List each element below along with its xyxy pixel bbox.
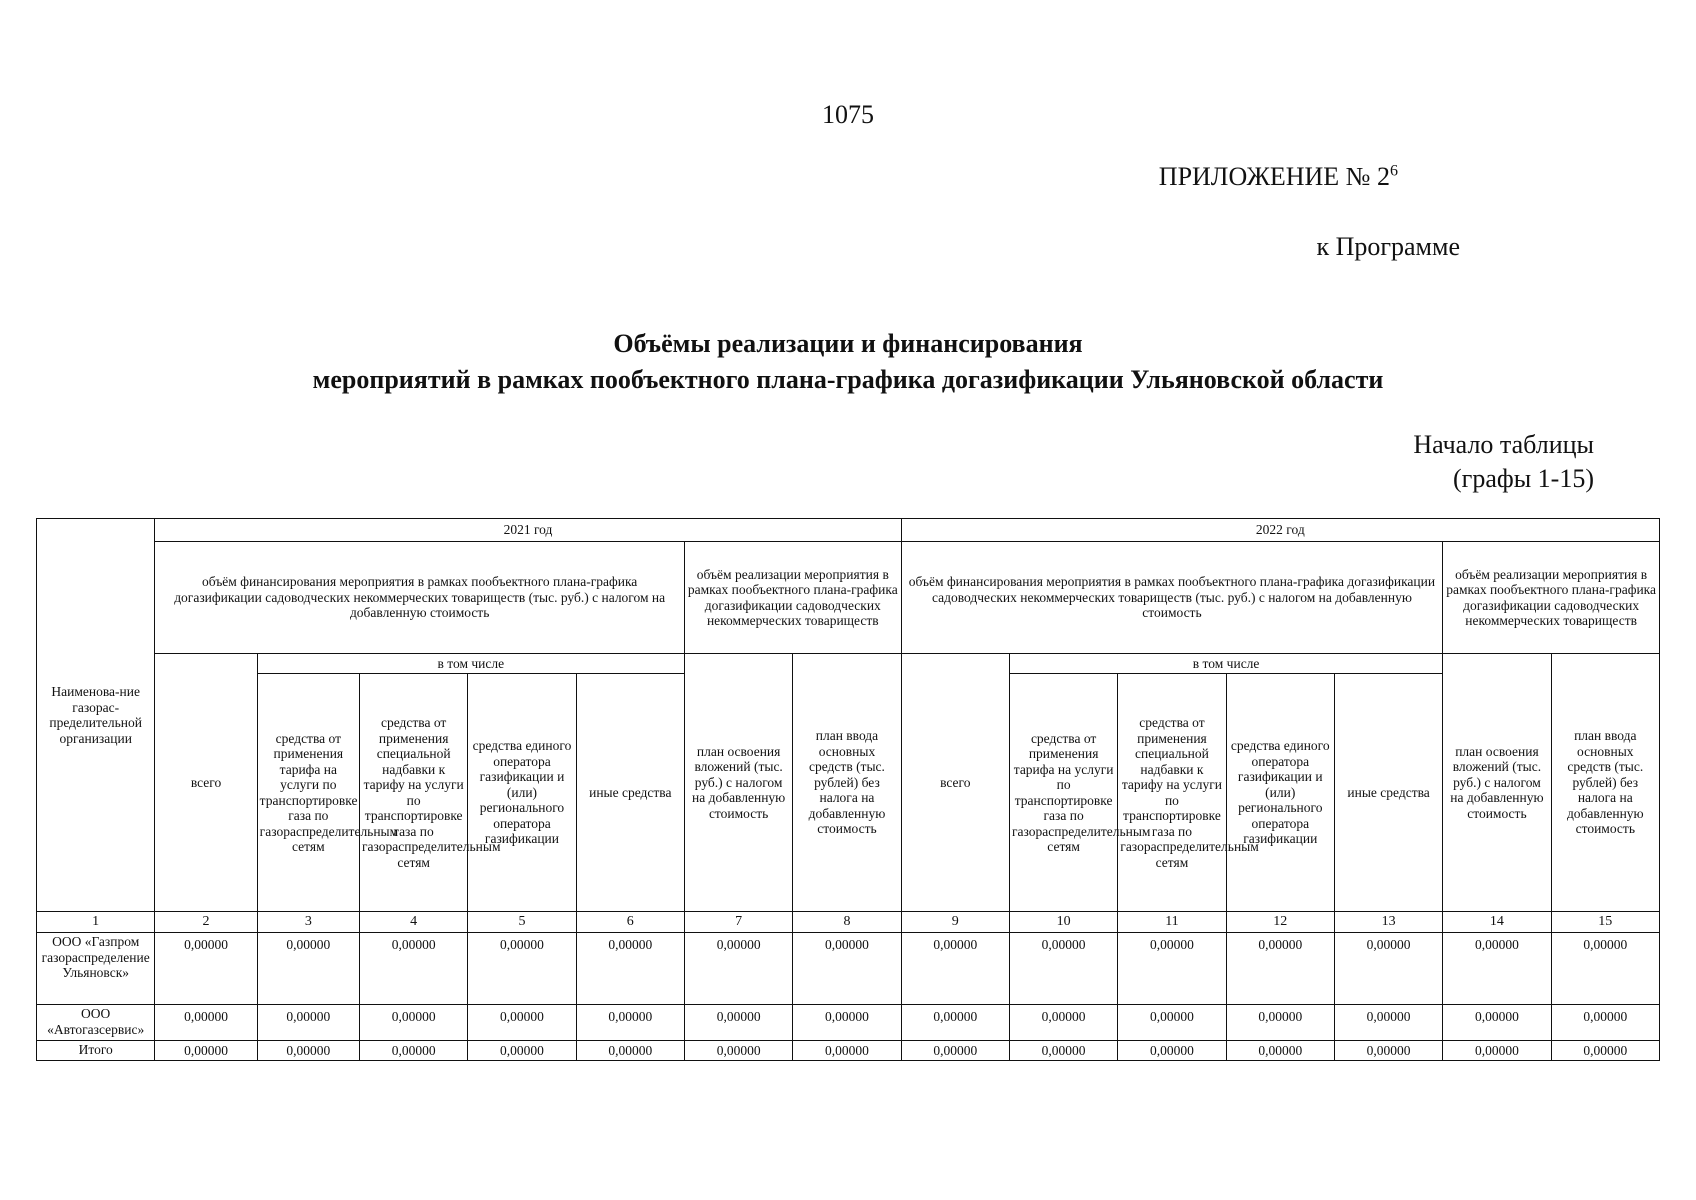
- table-cell: 0,00000: [468, 1041, 576, 1061]
- other-funds-2021: иные средства: [576, 674, 684, 912]
- table-note-line-1: Начало таблицы: [1413, 430, 1594, 459]
- col-number: 9: [901, 912, 1009, 933]
- plan-assets-2022: план ввода основных средств (тыс. рублей) без налога на добавленную стоимость: [1551, 654, 1659, 912]
- table-cell: 0,00000: [1226, 1041, 1334, 1061]
- table-cell: 0,00000: [1551, 1041, 1659, 1061]
- title-line-2: мероприятий в рамках пообъектного плана-графика догазификации Ульяновской области: [312, 365, 1384, 394]
- table-cell: 0,00000: [155, 1005, 257, 1041]
- col-number: 8: [793, 912, 901, 933]
- year-2021-header: 2021 год: [155, 519, 901, 542]
- table-cell: 0,00000: [901, 1005, 1009, 1041]
- table-cell: 0,00000: [468, 1005, 576, 1041]
- table-cell: 0,00000: [684, 933, 792, 1005]
- table-cell: 0,00000: [155, 1041, 257, 1061]
- table-cell: 0,00000: [1226, 933, 1334, 1005]
- table-cell: 0,00000: [359, 1041, 467, 1061]
- table-cell: 0,00000: [576, 1005, 684, 1041]
- including-2021: в том числе: [257, 654, 684, 674]
- table-cell: 0,00000: [1009, 1041, 1117, 1061]
- operator-funds-2021: средства единого оператора газификации и (или) регионального оператора газификации: [468, 674, 576, 912]
- table-cell: 0,00000: [1118, 933, 1226, 1005]
- table-cell: 0,00000: [257, 1005, 359, 1041]
- row-org-name: ООО «Газпром газораспределение Ульяновск»: [37, 933, 155, 1005]
- plan-invest-2022: план освоения вложений (тыс. руб.) с налогом на добавленную стоимость: [1443, 654, 1551, 912]
- to-program-label: к Программе: [1316, 232, 1460, 261]
- table-cell: 0,00000: [359, 933, 467, 1005]
- surcharge-funds-2022: средства от применения специальной надбавки к тарифу на услуги по транспортировке газа по газораспределительным сетям: [1118, 674, 1226, 912]
- col-number: 7: [684, 912, 792, 933]
- col-number: 14: [1443, 912, 1551, 933]
- total-col-2021: всего: [155, 654, 257, 912]
- appendix-label: [1159, 162, 1398, 192]
- table-cell: 0,00000: [576, 1041, 684, 1061]
- page-number: 1075: [822, 100, 874, 129]
- table-note-line-2: (графы 1-15): [1453, 464, 1594, 493]
- implementation-header-2021: объём реализации мероприятия в рамках пообъектного плана-графика догазификации садоводческих некоммерческих товариществ: [684, 542, 901, 654]
- col-number: 12: [1226, 912, 1334, 933]
- col-number: 15: [1551, 912, 1659, 933]
- financing-header-2021: объём финансирования мероприятия в рамках пообъектного плана-графика догазификации садоводческих некоммерческих товариществ (тыс. руб.) с налогом на добавленную стоимость: [155, 542, 685, 654]
- table-cell: 0,00000: [1009, 933, 1117, 1005]
- table-row: [37, 1005, 1660, 1041]
- col-number: 11: [1118, 912, 1226, 933]
- appendix-text: ПРИЛОЖЕНИЕ № 2: [1158, 162, 1390, 191]
- operator-funds-2022: средства единого оператора газификации и (или) регионального оператора газификации: [1226, 674, 1334, 912]
- column-numbers-row: [37, 912, 1660, 933]
- document-title: [0, 326, 1696, 398]
- surcharge-funds-2021: средства от применения специальной надбавки к тарифу на услуги по транспортировке газа по газораспределительным сетям: [359, 674, 467, 912]
- title-line-1: Объёмы реализации и финансирования: [613, 329, 1083, 358]
- table-cell: 0,00000: [257, 933, 359, 1005]
- col-number: 10: [1009, 912, 1117, 933]
- table-cell: 0,00000: [793, 933, 901, 1005]
- table-cell: 0,00000: [1334, 933, 1442, 1005]
- table-cell: 0,00000: [901, 933, 1009, 1005]
- col-number: 4: [359, 912, 467, 933]
- table-cell: 0,00000: [1443, 1041, 1551, 1061]
- col-number: 6: [576, 912, 684, 933]
- table-cell: 0,00000: [468, 933, 576, 1005]
- tariff-funds-2021: средства от применения тарифа на услуги по транспортировке газа по газораспределительным сетям: [257, 674, 359, 912]
- appendix-superscript: 6: [1390, 162, 1398, 180]
- col-number: 13: [1334, 912, 1442, 933]
- col-number: 1: [37, 912, 155, 933]
- col-number: 5: [468, 912, 576, 933]
- table-cell: 0,00000: [684, 1041, 792, 1061]
- table-cell: 0,00000: [576, 933, 684, 1005]
- table-cell: 0,00000: [1551, 1005, 1659, 1041]
- table-row: [37, 933, 1660, 1005]
- col-number: 3: [257, 912, 359, 933]
- row-org-name: ООО «Автогазсервис»: [37, 1005, 155, 1041]
- financing-header-2022: объём финансирования мероприятия в рамках пообъектного плана-графика догазификации садоводческих некоммерческих товариществ (тыс. руб.) с налогом на добавленную стоимость: [901, 542, 1443, 654]
- table-cell: 0,00000: [901, 1041, 1009, 1061]
- table-cell: 0,00000: [1009, 1005, 1117, 1041]
- table-cell: 0,00000: [257, 1041, 359, 1061]
- table-cell: 0,00000: [1226, 1005, 1334, 1041]
- other-funds-2022: иные средства: [1334, 674, 1442, 912]
- table-cell: 0,00000: [1118, 1041, 1226, 1061]
- table-cell: 0,00000: [793, 1005, 901, 1041]
- table-cell: 0,00000: [1334, 1005, 1442, 1041]
- table-note: [1413, 428, 1594, 496]
- table-cell: 0,00000: [1443, 1005, 1551, 1041]
- table-cell: 0,00000: [359, 1005, 467, 1041]
- plan-assets-2021: план ввода основных средств (тыс. рублей) без налога на добавленную стоимость: [793, 654, 901, 912]
- including-2022: в том числе: [1009, 654, 1442, 674]
- financing-table: [36, 518, 1660, 1061]
- table-cell: 0,00000: [155, 933, 257, 1005]
- org-name-header: Наименова-ние газорас-пределительной организации: [37, 519, 155, 912]
- total-col-2022: всего: [901, 654, 1009, 912]
- plan-invest-2021: план освоения вложений (тыс. руб.) с налогом на добавленную стоимость: [684, 654, 792, 912]
- table-cell: 0,00000: [793, 1041, 901, 1061]
- row-total-label: Итого: [37, 1041, 155, 1061]
- table-cell: 0,00000: [1118, 1005, 1226, 1041]
- table-cell: 0,00000: [684, 1005, 792, 1041]
- implementation-header-2022: объём реализации мероприятия в рамках пообъектного плана-графика догазификации садоводческих некоммерческих товариществ: [1443, 542, 1660, 654]
- table-cell: 0,00000: [1334, 1041, 1442, 1061]
- table-cell: 0,00000: [1551, 933, 1659, 1005]
- col-number: 2: [155, 912, 257, 933]
- year-2022-header: 2022 год: [901, 519, 1659, 542]
- table-row-total: [37, 1041, 1660, 1061]
- tariff-funds-2022: средства от применения тарифа на услуги по транспортировке газа по газораспределительным сетям: [1009, 674, 1117, 912]
- table-cell: 0,00000: [1443, 933, 1551, 1005]
